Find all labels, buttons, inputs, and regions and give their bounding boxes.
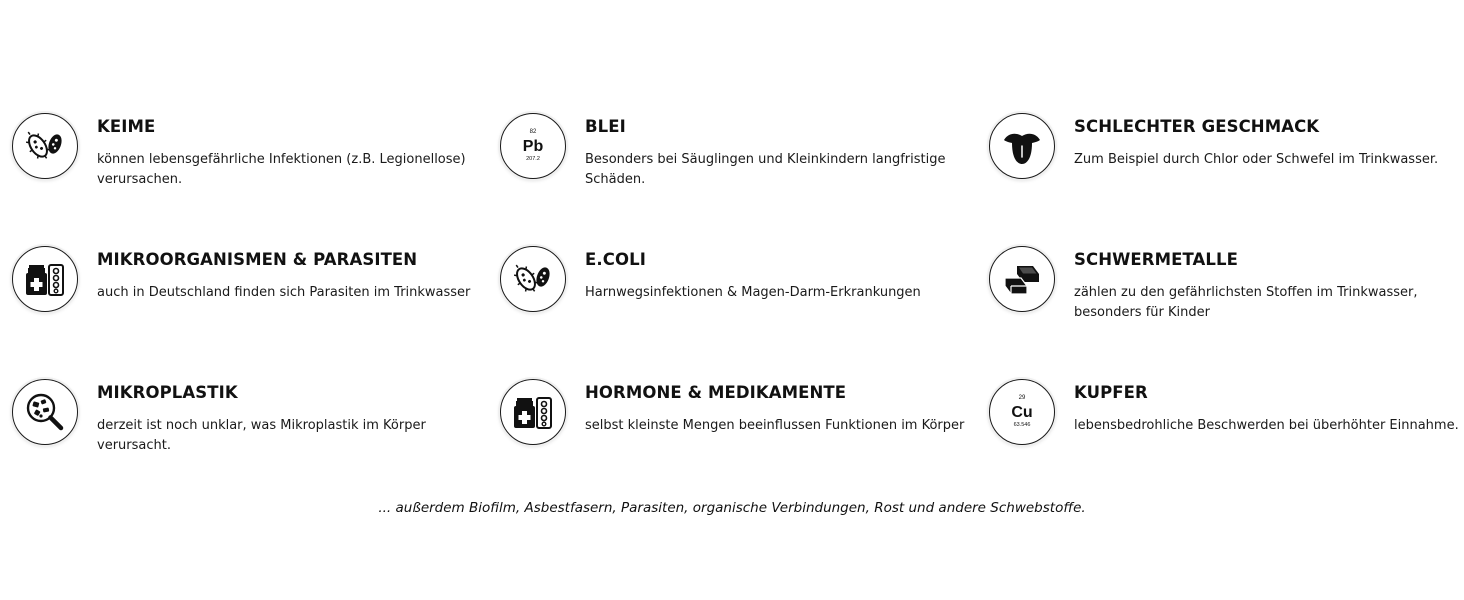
medicine-icon (12, 246, 78, 312)
contaminant-title: SCHWERMETALLE (1074, 250, 1239, 269)
contaminant-text (97, 117, 487, 189)
magnifier-microplastic-icon (12, 379, 78, 445)
contaminant-description: derzeit ist noch unklar, was Mikroplastik im Körper verursacht. (97, 418, 426, 453)
germs-icon (12, 113, 78, 179)
contaminant-title: KEIME (97, 117, 156, 136)
contaminant-title: MIKROORGANISMEN & PARASITEN (97, 250, 418, 269)
element-symbol: Pb (522, 138, 544, 155)
tongue-icon (989, 113, 1055, 179)
contaminant-description: Harnwegsinfektionen & Magen-Darm-Erkrankungen (585, 285, 921, 300)
contaminant-description: Besonders bei Säuglingen und Kleinkindern langfristige Schäden. (585, 152, 946, 187)
medicine-icon (500, 379, 566, 445)
element-mass: 63.546 (1013, 422, 1031, 428)
contaminant-text (1074, 383, 1464, 436)
contaminant-title: KUPFER (1074, 383, 1148, 402)
contaminant-text (1074, 250, 1464, 322)
lead-element-icon (500, 113, 566, 179)
contaminant-description: lebensbedrohliche Beschwerden bei überhöhter Einnahme. (1074, 418, 1459, 433)
bacteria-icon (500, 246, 566, 312)
contaminant-text (585, 250, 975, 303)
contaminant-title: BLEI (585, 117, 626, 136)
metal-bars-icon (989, 246, 1055, 312)
copper-element-icon (989, 379, 1055, 445)
contaminant-description: selbst kleinste Mengen beeinflussen Funktionen im Körper (585, 418, 965, 433)
contaminant-text (97, 250, 487, 303)
contaminant-title: E.COLI (585, 250, 646, 269)
contaminant-description: Zum Beispiel durch Chlor oder Schwefel im Trinkwasser. (1074, 152, 1439, 167)
contaminant-text (585, 117, 975, 189)
contaminant-text (1074, 117, 1464, 170)
element-number: 29 (1018, 395, 1026, 401)
element-mass: 207.2 (526, 156, 540, 162)
contaminant-text (97, 383, 487, 455)
contaminant-title: SCHLECHTER GESCHMACK (1074, 117, 1320, 136)
element-symbol: Cu (1011, 404, 1033, 421)
footer-note: ... außerdem Biofilm, Asbestfasern, Parasiten, organische Verbindungen, Rost und andere Schwebstoffe. (378, 500, 1086, 516)
contaminant-title: HORMONE & MEDIKAMENTE (585, 383, 847, 402)
contaminant-title: MIKROPLASTIK (97, 383, 238, 402)
contaminant-text (585, 383, 975, 436)
element-number: 82 (529, 129, 537, 135)
contaminant-description: können lebensgefährliche Infektionen (z.B. Legionellose) verursachen. (97, 152, 466, 187)
contaminant-description: zählen zu den gefährlichsten Stoffen im Trinkwasser, besonders für Kinder (1074, 285, 1418, 320)
contaminant-description: auch in Deutschland finden sich Parasiten im Trinkwasser (97, 285, 471, 300)
